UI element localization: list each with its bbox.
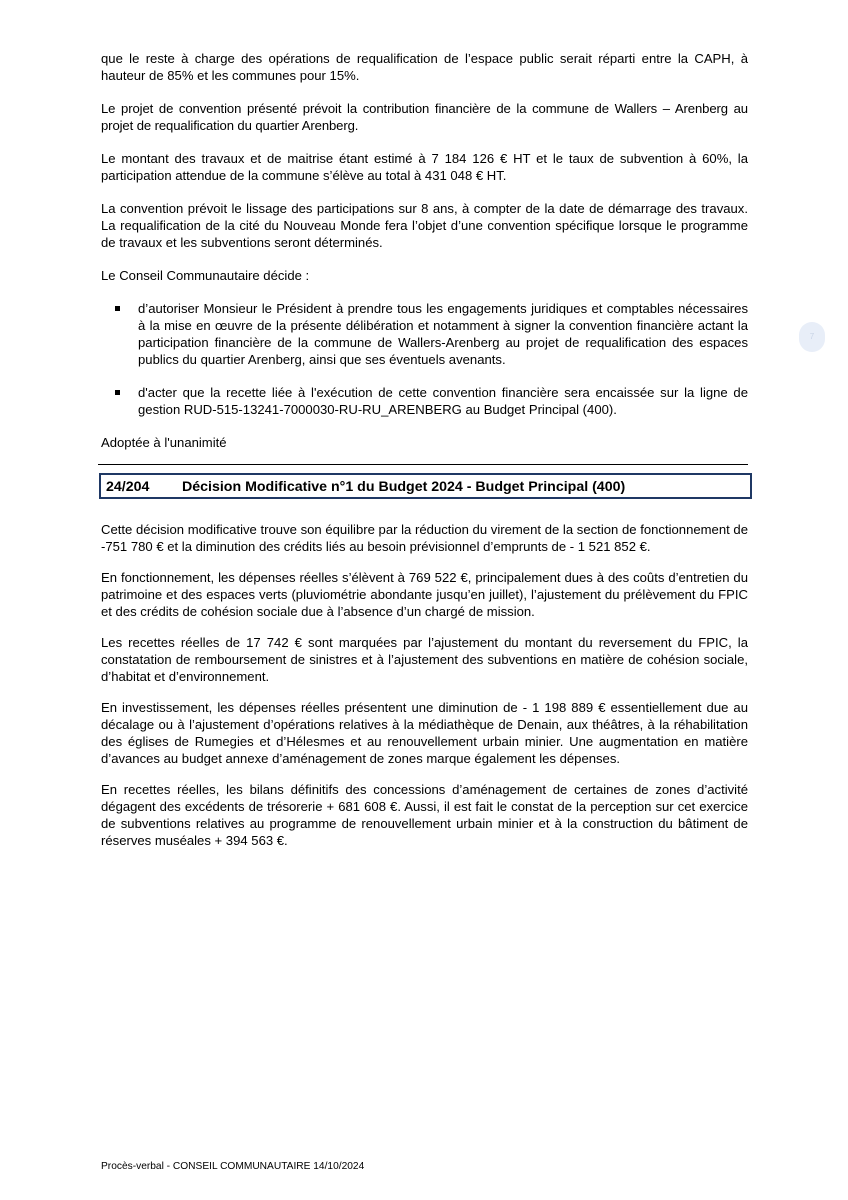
paragraph-cost-sharing: que le reste à charge des opérations de requalification de l’espace public serait réparti entre la CAPH, à hauteur de 85% et les communes pour 15%.: [101, 51, 748, 83]
paragraph-operating-expenses: En fonctionnement, les dépenses réelles s’élèvent à 769 522 €, principalement dues à des coûts d’entretien du patrimoine et des espaces verts (pluviométrie abondante jusqu’en juillet), l’ajustement du prélèvement du FPIC et des crédits de cohésion sociale due à l’absence d’un chargé de mission.: [101, 570, 748, 619]
decision-text: d'acter que la recette liée à l'exécution de cette convention financière sera encaissée sur la ligne de gestion RUD-515-13241-7000030-RU-RU_ARENBERG au Budget Principal (400).: [138, 385, 748, 417]
paragraph-investment-revenue: En recettes réelles, les bilans définitifs des concessions d’aménagement de certaines de zones d’activité dégagent des excédents de trésorerie + 681 608 €. Aussi, il est fait le constat de la perception sur cet exercice de subventions relatives au programme de renouvellement urbain minier et à la construction du bâtiment de réserves muséales + 394 563 €.: [101, 782, 748, 848]
section-title: Décision Modificative n°1 du Budget 2024 - Budget Principal (400): [182, 479, 626, 495]
paragraph-convention-project: Le projet de convention présenté prévoit la contribution financière de la commune de Wallers – Arenberg au projet de requalification du quartier Arenberg.: [101, 101, 748, 133]
page-number-badge: 7: [799, 322, 825, 352]
document-body: [101, 50, 748, 451]
page-footer: Procès-verbal - CONSEIL COMMUNAUTAIRE 14/10/2024: [101, 1161, 365, 1172]
decision-item: [101, 300, 748, 368]
paragraph-investment-expenses: En investissement, les dépenses réelles présentent une diminution de - 1 198 889 € essentiellement due au décalage ou à l’ajustement d’opérations relatives à la médiathèque de Denain, aux théâtres, à la réhabilitation des églises de Rumegies et d’Hélesmes et au renouvellement urbain minier. Une augmentation en matière d’avances au budget annexe d’aménagement de zones marque également les dépenses.: [101, 700, 748, 766]
section-heading: [99, 473, 752, 499]
paragraph-operating-revenue: Les recettes réelles de 17 742 € sont marquées par l’ajustement du montant du reversement du FPIC, la constatation de remboursement de sinistres et à l’ajustement des subventions en matière de cohésion sociale, d’habitat et d’environnement.: [101, 635, 748, 684]
decision-text: d’autoriser Monsieur le Président à prendre tous les engagements juridiques et comptables nécessaires à la mise en œuvre de la présente délibération et notamment à signer la convention financière actant la participation financière de la commune de Wallers-Arenberg au projet de requalification des espaces publics du quartier Arenberg, ainsi que ses éventuels avenants.: [138, 301, 748, 367]
paragraph-works-amount: Le montant des travaux et de maitrise étant estimé à 7 184 126 € HT et le taux de subvention à 60%, la participation attendue de la commune s’élève au total à 431 048 € HT.: [101, 151, 748, 183]
section-body: [101, 521, 748, 849]
decision-item: [101, 384, 748, 418]
paragraph-council-decides: Le Conseil Communautaire décide :: [101, 268, 310, 283]
decision-list: [101, 300, 748, 418]
adoption-status: Adoptée à l'unanimité: [101, 435, 227, 450]
square-bullet-icon: [115, 390, 120, 395]
paragraph-smoothing: La convention prévoit le lissage des participations sur 8 ans, à compter de la date de démarrage des travaux. La requalification de la cité du Nouveau Monde fera l’objet d’une convention spécifique lorsque le programme de travaux et les subventions seront déterminés.: [101, 201, 748, 250]
section-divider: [98, 464, 748, 465]
section-number: 24/204: [106, 479, 150, 495]
paragraph-equilibrium: Cette décision modificative trouve son équilibre par la réduction du virement de la section de fonctionnement de -751 780 € et la diminution des crédits liés au besoin prévisionnel d’emprunts de - 1 521 852 €.: [101, 522, 748, 554]
square-bullet-icon: [115, 306, 120, 311]
